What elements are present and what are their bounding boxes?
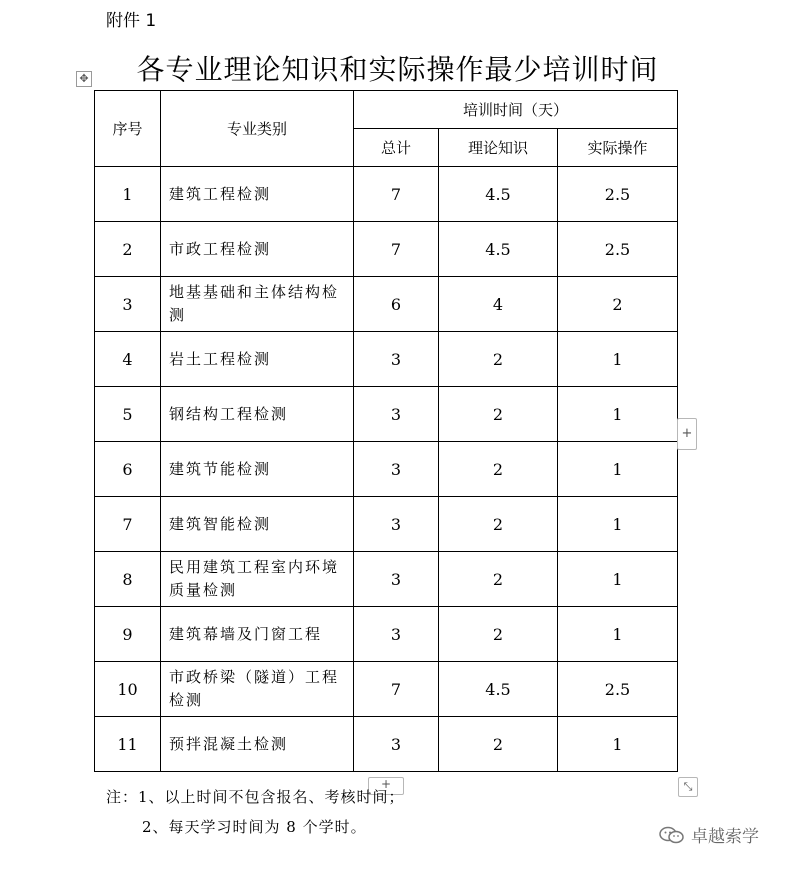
cell-practice: 2.5 xyxy=(558,167,678,222)
cell-category: 民用建筑工程室内环境质量检测 xyxy=(161,552,354,607)
cell-total: 3 xyxy=(354,332,439,387)
cell-category: 预拌混凝土检测 xyxy=(161,717,354,772)
header-seq: 序号 xyxy=(95,91,161,167)
cell-seq: 11 xyxy=(95,717,161,772)
table-row xyxy=(95,497,678,552)
cell-theory: 2 xyxy=(439,387,558,442)
table-row xyxy=(95,167,678,222)
cell-practice: 1 xyxy=(558,442,678,497)
cell-practice: 1 xyxy=(558,497,678,552)
table-row xyxy=(95,717,678,772)
cell-theory: 2 xyxy=(439,442,558,497)
wechat-icon xyxy=(659,826,685,844)
cell-total: 3 xyxy=(354,442,439,497)
cell-theory: 4.5 xyxy=(439,222,558,277)
table-row xyxy=(95,662,678,717)
cell-category: 市政工程检测 xyxy=(161,222,354,277)
table-row xyxy=(95,607,678,662)
cell-seq: 4 xyxy=(95,332,161,387)
cell-theory: 2 xyxy=(439,607,558,662)
cell-total: 3 xyxy=(354,607,439,662)
note-line-1: 注：1、以上时间不包含报名、考核时间； xyxy=(106,788,405,806)
cell-total: 3 xyxy=(354,552,439,607)
table-row xyxy=(95,442,678,497)
cell-total: 3 xyxy=(354,497,439,552)
cell-seq: 2 xyxy=(95,222,161,277)
table-row xyxy=(95,387,678,442)
cell-total: 3 xyxy=(354,717,439,772)
table-row xyxy=(95,277,678,332)
cell-seq: 9 xyxy=(95,607,161,662)
cell-practice: 2.5 xyxy=(558,222,678,277)
note-line-2: 2、每天学习时间为 8 个学时。 xyxy=(142,818,367,836)
cell-seq: 3 xyxy=(95,277,161,332)
cell-total: 7 xyxy=(354,662,439,717)
cell-total: 7 xyxy=(354,222,439,277)
cell-total: 3 xyxy=(354,387,439,442)
cell-seq: 7 xyxy=(95,497,161,552)
cell-seq: 5 xyxy=(95,387,161,442)
watermark xyxy=(659,822,759,847)
cell-category: 建筑幕墙及门窗工程 xyxy=(161,607,354,662)
cell-category: 岩土工程检测 xyxy=(161,332,354,387)
cell-seq: 8 xyxy=(95,552,161,607)
cell-seq: 6 xyxy=(95,442,161,497)
table-row xyxy=(95,552,678,607)
cell-practice: 2 xyxy=(558,277,678,332)
cell-seq: 10 xyxy=(95,662,161,717)
table-row xyxy=(95,332,678,387)
header-category: 专业类别 xyxy=(161,91,354,167)
header-practice: 实际操作 xyxy=(558,129,678,167)
cell-category: 建筑节能检测 xyxy=(161,442,354,497)
cell-category: 建筑工程检测 xyxy=(161,167,354,222)
cell-total: 6 xyxy=(354,277,439,332)
add-row-plus-icon[interactable]: + xyxy=(368,777,404,795)
add-column-plus-icon[interactable]: + xyxy=(677,418,697,450)
table-header-row xyxy=(95,91,678,129)
cell-practice: 1 xyxy=(558,607,678,662)
cell-theory: 2 xyxy=(439,497,558,552)
cell-category: 市政桥梁（隧道）工程检测 xyxy=(161,662,354,717)
cell-theory: 2 xyxy=(439,717,558,772)
cell-category: 建筑智能检测 xyxy=(161,497,354,552)
table-row xyxy=(95,222,678,277)
cell-seq: 1 xyxy=(95,167,161,222)
cell-category: 钢结构工程检测 xyxy=(161,387,354,442)
cell-practice: 1 xyxy=(558,552,678,607)
header-total: 总计 xyxy=(354,129,439,167)
watermark-text: 卓越索学 xyxy=(691,827,759,847)
cell-total: 7 xyxy=(354,167,439,222)
cell-practice: 2.5 xyxy=(558,662,678,717)
header-theory: 理论知识 xyxy=(439,129,558,167)
attachment-label: 附件 1 xyxy=(106,11,157,31)
cell-practice: 1 xyxy=(558,332,678,387)
training-time-table xyxy=(94,90,678,772)
cell-category: 地基基础和主体结构检测 xyxy=(161,277,354,332)
cell-theory: 2 xyxy=(439,552,558,607)
table-move-icon[interactable]: ✥ xyxy=(76,71,92,87)
cell-theory: 4.5 xyxy=(439,167,558,222)
header-training-time: 培训时间（天） xyxy=(354,91,678,129)
table-resize-icon[interactable]: ⤡ xyxy=(678,777,698,797)
cell-practice: 1 xyxy=(558,387,678,442)
cell-theory: 2 xyxy=(439,332,558,387)
cell-theory: 4 xyxy=(439,277,558,332)
cell-theory: 4.5 xyxy=(439,662,558,717)
page-title: 各专业理论知识和实际操作最少培训时间 xyxy=(136,53,659,86)
cell-practice: 1 xyxy=(558,717,678,772)
